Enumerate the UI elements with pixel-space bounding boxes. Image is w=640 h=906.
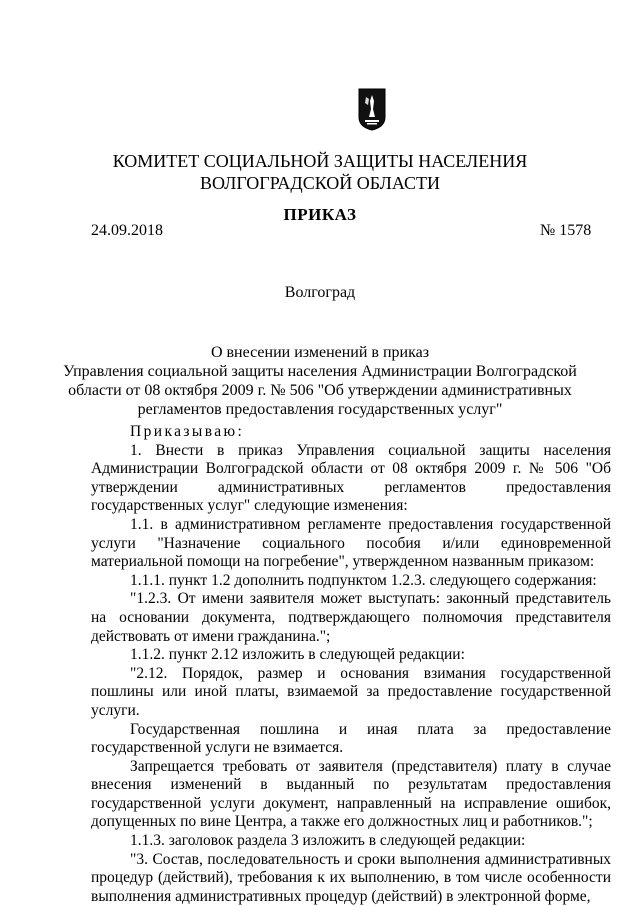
org-line-1: КОМИТЕТ СОЦИАЛЬНОЙ ЗАЩИТЫ НАСЕЛЕНИЯ	[112, 151, 528, 171]
paragraph-1-1: 1.1. в административном регламенте предоставления государственной услуги "Назначение социального пособия и/или единовременной материальной помощи на погребение", утвержденном названным приказом:	[91, 515, 611, 571]
subject-line-2: Управления социальной защиты населения Администрации Волгоградской	[63, 363, 577, 380]
paragraph-fee: Государственная пошлина и иная плата за предоставление государственной услуги не взимается.	[91, 720, 611, 757]
document-number: № 1578	[540, 222, 592, 239]
coat-of-arms-icon	[357, 87, 387, 131]
paragraph-1-2-3: "1.2.3. От имени заявителя может выступать: законный представитель на основании документа, подтверждающего полномочия представителя действовать от имени гражданина.";	[91, 590, 611, 645]
order-preamble: Приказываю:	[130, 423, 245, 440]
organization-name	[0, 150, 640, 194]
subject-line-4: регламентов предоставления государственных услуг"	[137, 401, 503, 418]
document-date: 24.09.2018	[91, 222, 163, 239]
document-type: ПРИКАЗ	[283, 205, 357, 224]
paragraph-1: 1. Внести в приказ Управления социальной защиты населения Администрации Волгоградской области от 08 октября 2009 г. № 506 "Об утверждении административных регламентов предоставления государственных услуг" следующие изменения:	[91, 441, 611, 515]
subject-line-1: О внесении изменений в приказ	[210, 344, 430, 361]
org-line-2: ВОЛГОГРАДСКОЙ ОБЛАСТИ	[200, 173, 440, 193]
paragraph-prohibition: Запрещается требовать от заявителя (представителя) плату в случае внесения изменений в выданный по результатам предоставления государственной услуги документ, направленный на исправление ошибок, допущенных по вине Центра, а также его должностных лиц и работников.";	[91, 757, 611, 831]
document-body	[91, 423, 611, 906]
paragraph-2-12: "2.12. Порядок, размер и основания взимания государственной пошлины или иной платы, взимаемой за предоставление государственной услуги.	[91, 664, 611, 719]
document-city: Волгоград	[284, 284, 356, 301]
paragraph-1-1-2: 1.1.2. пункт 2.12 изложить в следующей редакции:	[130, 646, 465, 664]
subject-line-3: области от 08 октября 2009 г. № 506 "Об утверждении административных	[68, 382, 572, 399]
document-subject	[0, 343, 640, 419]
paragraph-1-1-3: 1.1.3. заголовок раздела 3 изложить в следующей редакции:	[130, 832, 526, 850]
paragraph-1-1-1: 1.1.1. пункт 1.2 дополнить подпунктом 1.2.3. следующего содержания:	[130, 571, 597, 589]
paragraph-section-3: "3. Состав, последовательность и сроки выполнения административных процедур (действий), требования к их выполнению, в том числе особенности выполнения административных процедур (действий) в электронной форме,	[91, 850, 611, 905]
